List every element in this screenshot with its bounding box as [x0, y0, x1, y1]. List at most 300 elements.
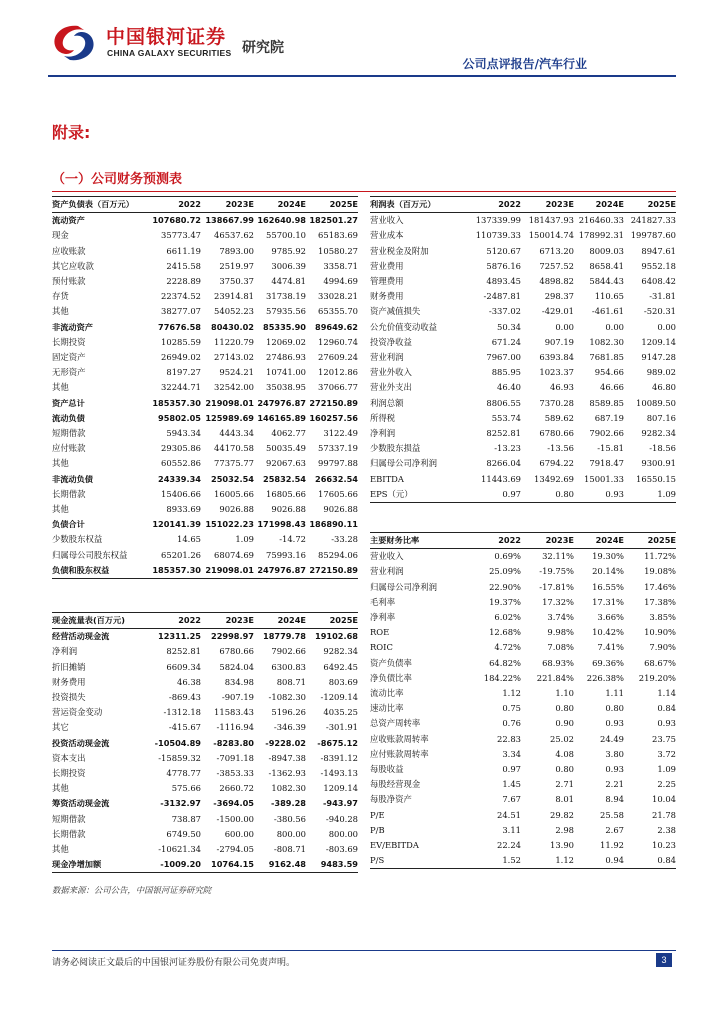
row-value: 7.41% [597, 642, 624, 653]
row-value: 4474.81 [271, 276, 306, 287]
row-value: -869.43 [168, 692, 201, 703]
table-row [370, 808, 676, 823]
row-value: 808.71 [276, 676, 306, 687]
row-value: -31.81 [649, 291, 676, 302]
table-row [52, 812, 358, 827]
row-label: 负债和股东权益 [52, 563, 148, 579]
year-header: 2023E [201, 197, 254, 213]
row-value: 64.82% [489, 657, 521, 668]
row-value: -2487.81 [483, 291, 521, 302]
table-row [370, 564, 676, 579]
row-value: 9300.91 [641, 458, 676, 469]
row-value: 10.90% [644, 627, 676, 638]
row-value: -1312.18 [163, 707, 201, 718]
row-value: -415.67 [168, 722, 201, 733]
row-value: -18.56 [649, 443, 676, 454]
table-row [52, 705, 358, 720]
row-value: 186890.11 [309, 519, 358, 530]
row-value: 185357.30 [152, 397, 201, 408]
row-value: 272150.89 [309, 397, 358, 408]
row-value: 6794.22 [539, 458, 574, 469]
row-value: 1209.14 [641, 336, 676, 347]
row-value: 22998.97 [211, 631, 254, 642]
row-value: 12069.02 [266, 336, 306, 347]
row-value: 0.84 [657, 703, 676, 714]
row-value: 184.22% [483, 672, 521, 683]
institute-name: 研究院 [242, 40, 284, 56]
row-label: 流动负债 [52, 412, 85, 423]
table-row [52, 441, 358, 456]
row-value: 55700.10 [266, 230, 306, 241]
row-value: 3750.37 [219, 276, 254, 287]
row-label: 公允价值变动收益 [370, 321, 437, 332]
row-value: 15001.33 [584, 473, 624, 484]
row-value: -33.28 [331, 534, 358, 545]
row-value: 46.40 [497, 382, 521, 393]
row-value: -3694.05 [213, 798, 254, 809]
table-row [52, 228, 358, 243]
row-value: -15.81 [597, 443, 624, 454]
row-value: 99797.88 [318, 458, 358, 469]
row-value: 46.80 [652, 382, 676, 393]
row-value: 10.42% [592, 627, 624, 638]
row-value: 85335.90 [263, 321, 306, 332]
row-value: 1.14 [657, 688, 676, 699]
row-value: 5196.26 [271, 707, 306, 718]
row-label: 应收账款周转率 [370, 733, 429, 744]
row-value: 12.68% [489, 627, 521, 638]
row-label: P/S [370, 853, 466, 869]
row-value: -2794.05 [216, 844, 254, 855]
row-value: 25.58 [600, 809, 624, 820]
row-value: 27143.02 [214, 352, 254, 363]
table-row [52, 244, 358, 259]
row-value: 1209.14 [323, 783, 358, 794]
row-label: 其他 [52, 504, 69, 515]
row-label: 其它应收款 [52, 260, 94, 271]
row-value: 137339.99 [475, 215, 521, 226]
row-label: 利润总额 [370, 397, 404, 408]
row-value: 9026.88 [219, 504, 254, 515]
row-value: 75993.16 [266, 549, 306, 560]
row-value: 219098.01 [205, 397, 254, 408]
row-value: 32542.00 [214, 382, 254, 393]
row-value: 8806.55 [486, 397, 521, 408]
row-value: 22.90% [489, 581, 521, 592]
section-divider [52, 191, 676, 192]
row-label: 经营活动现金流 [52, 631, 110, 642]
table-row [370, 426, 676, 441]
row-value: 3.74% [547, 612, 574, 623]
galaxy-logo-icon [48, 22, 100, 64]
row-value: 0.93 [605, 764, 624, 775]
row-value: 800.00 [328, 828, 358, 839]
table-row [52, 796, 358, 811]
row-value: 46.66 [600, 382, 624, 393]
year-header: 2022 [466, 533, 521, 549]
row-value: 3358.71 [323, 260, 358, 271]
row-label: 管理费用 [370, 276, 404, 287]
row-value: 65355.70 [318, 306, 358, 317]
row-value: 162640.98 [257, 215, 306, 226]
table-row [370, 640, 676, 655]
income-statement-title: 利润表（百万元） [370, 197, 466, 213]
row-value: -461.61 [591, 306, 624, 317]
row-label: 营业外收入 [370, 367, 412, 378]
row-value: 17.32% [542, 596, 574, 607]
row-label: 营业费用 [370, 260, 404, 271]
year-header: 2023E [521, 197, 574, 213]
row-value: 553.74 [491, 412, 521, 423]
year-header: 2024E [254, 197, 306, 213]
row-value: 9282.34 [323, 646, 358, 657]
row-value: 0.00 [605, 321, 624, 332]
table-row [370, 289, 676, 304]
row-value: 12960.74 [318, 336, 358, 347]
row-label: 短期借款 [52, 428, 86, 439]
row-value: 8589.85 [589, 397, 624, 408]
row-value: 9026.88 [323, 504, 358, 515]
row-value: 0.80 [605, 703, 624, 714]
row-value: 3.72 [657, 748, 676, 759]
row-value: 2.25 [657, 779, 676, 790]
row-value: 11.92 [600, 840, 624, 851]
table-row [52, 690, 358, 705]
row-value: 1.09 [235, 534, 254, 545]
row-label: 资本支出 [52, 752, 86, 763]
row-value: 11583.43 [214, 707, 254, 718]
table-row [52, 751, 358, 766]
row-value: 8933.69 [166, 504, 201, 515]
row-value: 687.19 [594, 412, 624, 423]
row-value: 2.38 [657, 824, 676, 835]
row-value: 65183.69 [318, 230, 358, 241]
table-row [52, 320, 358, 335]
row-label: 营业外支出 [370, 382, 412, 393]
row-label: 应收账款 [52, 245, 86, 256]
table-row [370, 656, 676, 671]
row-value: 7.90% [649, 642, 676, 653]
table-row [370, 580, 676, 595]
row-value: -7091.18 [216, 752, 254, 763]
year-header: 2025E [624, 533, 676, 549]
row-label: 非流动资产 [52, 321, 93, 332]
row-value: 33028.21 [318, 291, 358, 302]
row-value: -8947.38 [268, 752, 306, 763]
table-row [52, 736, 358, 751]
row-value: -13.23 [494, 443, 521, 454]
table-row [370, 838, 676, 853]
row-value: -3853.33 [216, 768, 254, 779]
row-value: -346.39 [273, 722, 306, 733]
cash-flow-table [52, 612, 358, 873]
row-value: 2660.72 [219, 783, 254, 794]
table-row [370, 487, 676, 503]
row-label: 速动比率 [370, 703, 404, 714]
row-value: -8391.12 [320, 752, 358, 763]
row-value: 5824.04 [219, 661, 254, 672]
row-value: 146165.89 [257, 412, 306, 423]
row-label: 折旧摊销 [52, 661, 86, 672]
row-value: 272150.89 [306, 563, 358, 579]
row-label: 长期借款 [52, 828, 86, 839]
row-value: 0.93 [657, 718, 676, 729]
row-value: 27486.93 [266, 352, 306, 363]
row-value: 171998.43 [257, 519, 306, 530]
row-value: 807.16 [646, 412, 676, 423]
row-value: 38277.07 [161, 306, 201, 317]
table-row [52, 660, 358, 675]
row-value: 0.76 [502, 718, 521, 729]
row-label: 筹资活动现金流 [52, 798, 110, 809]
row-value: 7902.66 [271, 646, 306, 657]
table-row [52, 304, 358, 319]
row-value: 10089.50 [636, 397, 676, 408]
table-row [52, 396, 358, 411]
table-row [370, 823, 676, 838]
row-value: 11443.69 [481, 473, 521, 484]
row-value: 1.12 [521, 853, 574, 869]
row-value: 1.09 [657, 764, 676, 775]
row-value: 9785.92 [271, 245, 306, 256]
row-value: 16805.66 [266, 488, 306, 499]
row-label: EPS（元） [370, 487, 466, 503]
balance-sheet-table [52, 196, 358, 579]
appendix-title: 附录: [52, 123, 91, 142]
row-label: ROIC [370, 642, 393, 653]
row-value: 0.93 [605, 718, 624, 729]
row-value: 26632.54 [315, 473, 358, 484]
row-value: 221.84% [536, 672, 574, 683]
table-row [370, 411, 676, 426]
row-value: 92067.63 [266, 458, 306, 469]
row-label: 净利率 [370, 612, 396, 623]
row-value: 50.34 [497, 321, 521, 332]
row-label: 净负债比率 [370, 672, 412, 683]
row-value: 2415.58 [166, 260, 201, 271]
row-value: -15859.32 [158, 752, 201, 763]
row-label: 总资产周转率 [370, 718, 421, 729]
row-value: 22374.52 [161, 291, 201, 302]
table-row [370, 365, 676, 380]
year-header: 2024E [574, 533, 624, 549]
table-row [52, 289, 358, 304]
row-value: 5943.34 [166, 428, 201, 439]
row-value: 19.30% [592, 551, 624, 562]
row-value: 8252.81 [486, 428, 521, 439]
row-value: 834.98 [224, 676, 254, 687]
row-value: 2.67 [605, 824, 624, 835]
row-value: 57935.56 [266, 306, 306, 317]
row-label: 资产减值损失 [370, 306, 421, 317]
row-value: 671.24 [491, 336, 521, 347]
row-value: 29305.86 [161, 443, 201, 454]
row-value: 57337.19 [318, 443, 358, 454]
row-value: 46.38 [177, 676, 201, 687]
row-value: 803.69 [328, 676, 358, 687]
row-value: 1.09 [624, 487, 676, 503]
row-value: 16005.66 [214, 488, 254, 499]
row-value: 17.46% [644, 581, 676, 592]
row-label: 少数股东损益 [370, 443, 421, 454]
table-row [52, 411, 358, 426]
row-label: 固定资产 [52, 352, 86, 363]
row-value: 68.67% [644, 657, 676, 668]
row-value: 6780.66 [539, 428, 574, 439]
row-value: -1116.94 [216, 722, 254, 733]
table-row [52, 644, 358, 659]
row-value: 68.93% [542, 657, 574, 668]
balance-sheet-title: 资产负债表（百万元） [52, 197, 148, 213]
row-label: 每股收益 [370, 764, 404, 775]
row-value: 1023.37 [539, 367, 574, 378]
table-row [52, 781, 358, 796]
row-value: 1.10 [555, 688, 574, 699]
row-label: 其他 [52, 844, 69, 855]
row-value: 8197.27 [166, 367, 201, 378]
footer-disclaimer: 请务必阅读正文最后的中国银河证券股份有限公司免责声明。 [52, 958, 296, 968]
table-row [370, 747, 676, 762]
table-row [370, 777, 676, 792]
row-label: 投资损失 [52, 692, 86, 703]
row-value: 0.93 [574, 487, 624, 503]
row-value: -943.97 [323, 798, 358, 809]
row-value: 5876.16 [486, 260, 521, 271]
row-label: 营业收入 [370, 551, 404, 562]
row-value: 2.98 [555, 824, 574, 835]
row-value: 85294.06 [318, 549, 358, 560]
row-value: 35773.47 [161, 230, 201, 241]
row-label: 营业收入 [370, 215, 404, 226]
year-header: 2024E [254, 613, 306, 629]
row-value: 181437.93 [528, 215, 574, 226]
row-value: -940.28 [325, 813, 358, 824]
row-value: 7902.66 [589, 428, 624, 439]
table-row [370, 320, 676, 335]
row-value: 120141.39 [152, 519, 201, 530]
row-value: -8675.12 [317, 737, 358, 748]
row-value: 17.38% [644, 596, 676, 607]
row-value: 7967.00 [486, 352, 521, 363]
row-value: 0.80 [555, 703, 574, 714]
table-row [370, 792, 676, 807]
row-value: 17605.66 [318, 488, 358, 499]
table-row [370, 732, 676, 747]
row-value: 10.04 [652, 794, 676, 805]
table-row [52, 675, 358, 690]
row-label: 所得税 [370, 412, 396, 423]
row-value: 150014.74 [528, 230, 574, 241]
row-label: P/B [370, 824, 385, 835]
row-value: 35038.95 [266, 382, 306, 393]
table-row [52, 629, 358, 645]
row-value: 3.11 [502, 824, 521, 835]
table-row [370, 456, 676, 471]
row-label: 归属母公司股东权益 [52, 549, 128, 560]
table-row [52, 350, 358, 365]
header-divider [48, 75, 676, 77]
row-value: -1009.20 [148, 857, 201, 873]
row-value: -9228.02 [265, 737, 306, 748]
row-label: 少数股东权益 [52, 534, 103, 545]
row-value: 6.02% [494, 612, 521, 623]
table-row [52, 720, 358, 735]
table-row [370, 671, 676, 686]
row-label: 其他 [52, 783, 69, 794]
row-value: 8.01 [555, 794, 574, 805]
row-value: 8658.41 [589, 260, 624, 271]
row-value: 199787.60 [630, 230, 676, 241]
row-label: ROE [370, 627, 390, 638]
row-value: 12311.25 [158, 631, 201, 642]
row-value: 27609.24 [318, 352, 358, 363]
row-value: 5844.43 [589, 276, 624, 287]
row-value: 0.69% [494, 551, 521, 562]
row-label: 投资净收益 [370, 336, 412, 347]
row-label: EBITDA [370, 473, 404, 484]
table-row [370, 350, 676, 365]
row-value: -10504.89 [154, 737, 201, 748]
row-value: 151022.23 [205, 519, 254, 530]
row-value: -389.28 [271, 798, 306, 809]
row-value: 216460.33 [578, 215, 624, 226]
row-value: 247976.87 [254, 563, 306, 579]
row-value: -520.31 [643, 306, 676, 317]
row-value: 182501.27 [309, 215, 358, 226]
row-value: -1209.14 [320, 692, 358, 703]
row-value: 54052.23 [214, 306, 254, 317]
row-value: 16.55% [592, 581, 624, 592]
table-row [370, 259, 676, 274]
table-row [370, 304, 676, 319]
row-value: 4778.77 [166, 768, 201, 779]
row-value: 3.66% [597, 612, 624, 623]
row-value: 5120.67 [486, 245, 521, 256]
row-value: 13.90 [550, 840, 574, 851]
row-value: 9026.88 [271, 504, 306, 515]
row-value: 18779.78 [263, 631, 306, 642]
table-row [52, 335, 358, 350]
row-value: -337.02 [488, 306, 521, 317]
year-header: 2022 [148, 197, 201, 213]
row-value: 24.49 [600, 733, 624, 744]
row-label: EV/EBITDA [370, 840, 419, 851]
row-value: 3006.39 [271, 260, 306, 271]
row-value: 3122.49 [323, 428, 358, 439]
row-label: 营运资金变动 [52, 707, 103, 718]
row-value: 6713.20 [539, 245, 574, 256]
table-row [370, 472, 676, 487]
row-label: 营业利润 [370, 352, 404, 363]
row-value: 37066.77 [318, 382, 358, 393]
table-row [370, 274, 676, 289]
row-label: 营业税金及附加 [370, 245, 429, 256]
row-value: 24.51 [497, 809, 521, 820]
row-value: 10764.15 [201, 857, 254, 873]
row-label: 每股经营现金 [370, 779, 421, 790]
table-row [370, 762, 676, 777]
row-value: 68074.69 [214, 549, 254, 560]
row-value: 0.90 [555, 718, 574, 729]
row-value: 10285.59 [161, 336, 201, 347]
row-value: 8947.61 [641, 245, 676, 256]
row-value: 9483.59 [306, 857, 358, 873]
row-value: 13492.69 [534, 473, 574, 484]
row-value: 107680.72 [152, 215, 201, 226]
row-label: 负债合计 [52, 519, 85, 530]
table-row [52, 827, 358, 842]
row-value: 1.11 [605, 688, 624, 699]
